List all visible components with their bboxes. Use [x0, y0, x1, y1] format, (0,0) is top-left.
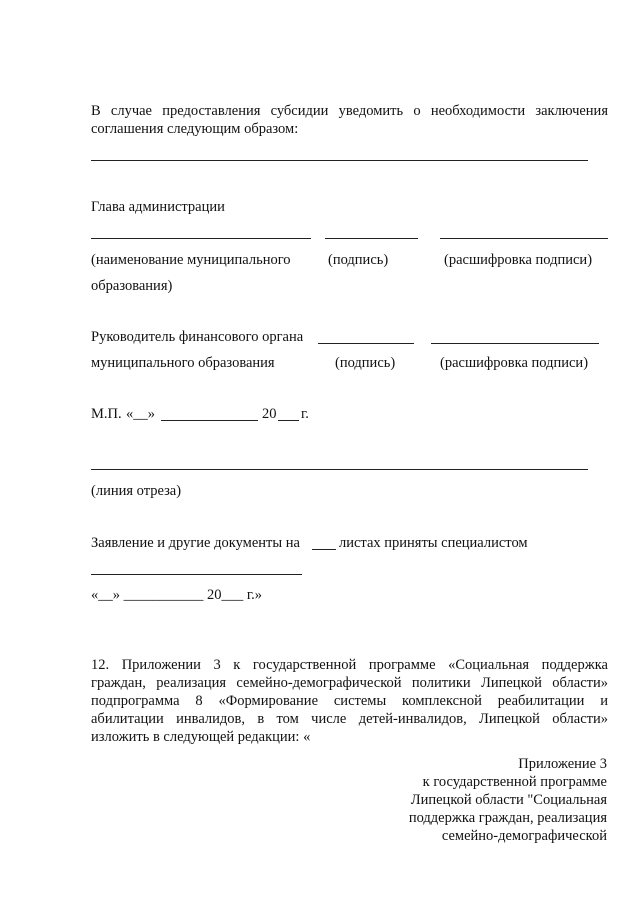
stamp-month-line: [161, 420, 258, 421]
notice-line-1: В случае предоставления субсидии уведомить о необходимости заключения: [91, 103, 608, 119]
item12-line-4: абилитации инвалидов, в том числе детей-инвалидов, Липецкой области»: [91, 711, 608, 727]
fin-head-caption-signature: (подпись): [335, 355, 396, 371]
head-admin-signature-line: [325, 238, 418, 239]
appendix-header-line-3: Липецкой области "Социальная: [410, 792, 607, 808]
stamp-quote-day: «__»: [126, 406, 155, 422]
item12-line-1: 12. Приложении 3 к государственной программе «Социальная поддержка: [91, 657, 608, 673]
stamp-mp: М.П.: [91, 406, 122, 422]
cut-line: [91, 469, 588, 470]
receipt-text-start: Заявление и другие документы на: [91, 535, 300, 551]
receipt-specialist-line: [91, 574, 302, 575]
appendix-header-line-4: поддержка граждан, реализация: [408, 810, 607, 826]
notice-fill-line: [91, 160, 588, 161]
appendix-header-line-1: Приложение 3: [518, 756, 607, 772]
head-admin-caption-name-cont: образования): [91, 278, 173, 294]
fin-head-caption-decoding: (расшифровка подписи): [440, 355, 589, 371]
notice-line-2: соглашения следующим образом:: [91, 121, 299, 137]
head-admin-caption-decoding: (расшифровка подписи): [444, 252, 593, 268]
head-admin-name-line: [91, 238, 311, 239]
fin-head-title: Руководитель финансового органа: [91, 329, 304, 345]
appendix-header-line-2: к государственной программе: [422, 774, 607, 790]
receipt-date-line: «__» ___________ 20___ г.»: [91, 587, 263, 603]
fin-head-signature-line: [318, 343, 414, 344]
fin-head-decoding-line: [431, 343, 599, 344]
cut-line-label: (линия отреза): [91, 483, 182, 499]
stamp-year-prefix: 20: [262, 406, 277, 422]
stamp-year-suffix: г.: [301, 406, 309, 422]
head-admin-caption-name: (наименование муниципального: [91, 252, 291, 268]
item12-line-2: граждан, реализация семейно-демографической политики Липецкой области»: [91, 675, 608, 691]
head-admin-caption-signature: (подпись): [328, 252, 389, 268]
head-admin-decoding-line: [440, 238, 608, 239]
head-admin-title: Глава администрации: [91, 199, 225, 215]
receipt-sheets-line: [312, 549, 336, 550]
stamp-year-line: [278, 420, 299, 421]
fin-head-caption-name: муниципального образования: [91, 355, 275, 371]
appendix-header-line-5: семейно-демографической: [441, 828, 607, 844]
receipt-text-end: листах приняты специалистом: [339, 535, 528, 551]
item12-line-5: изложить в следующей редакции: «: [91, 729, 311, 745]
item12-line-3: подпрограмма 8 «Формирование системы комплексной реабилитации и: [91, 693, 608, 709]
